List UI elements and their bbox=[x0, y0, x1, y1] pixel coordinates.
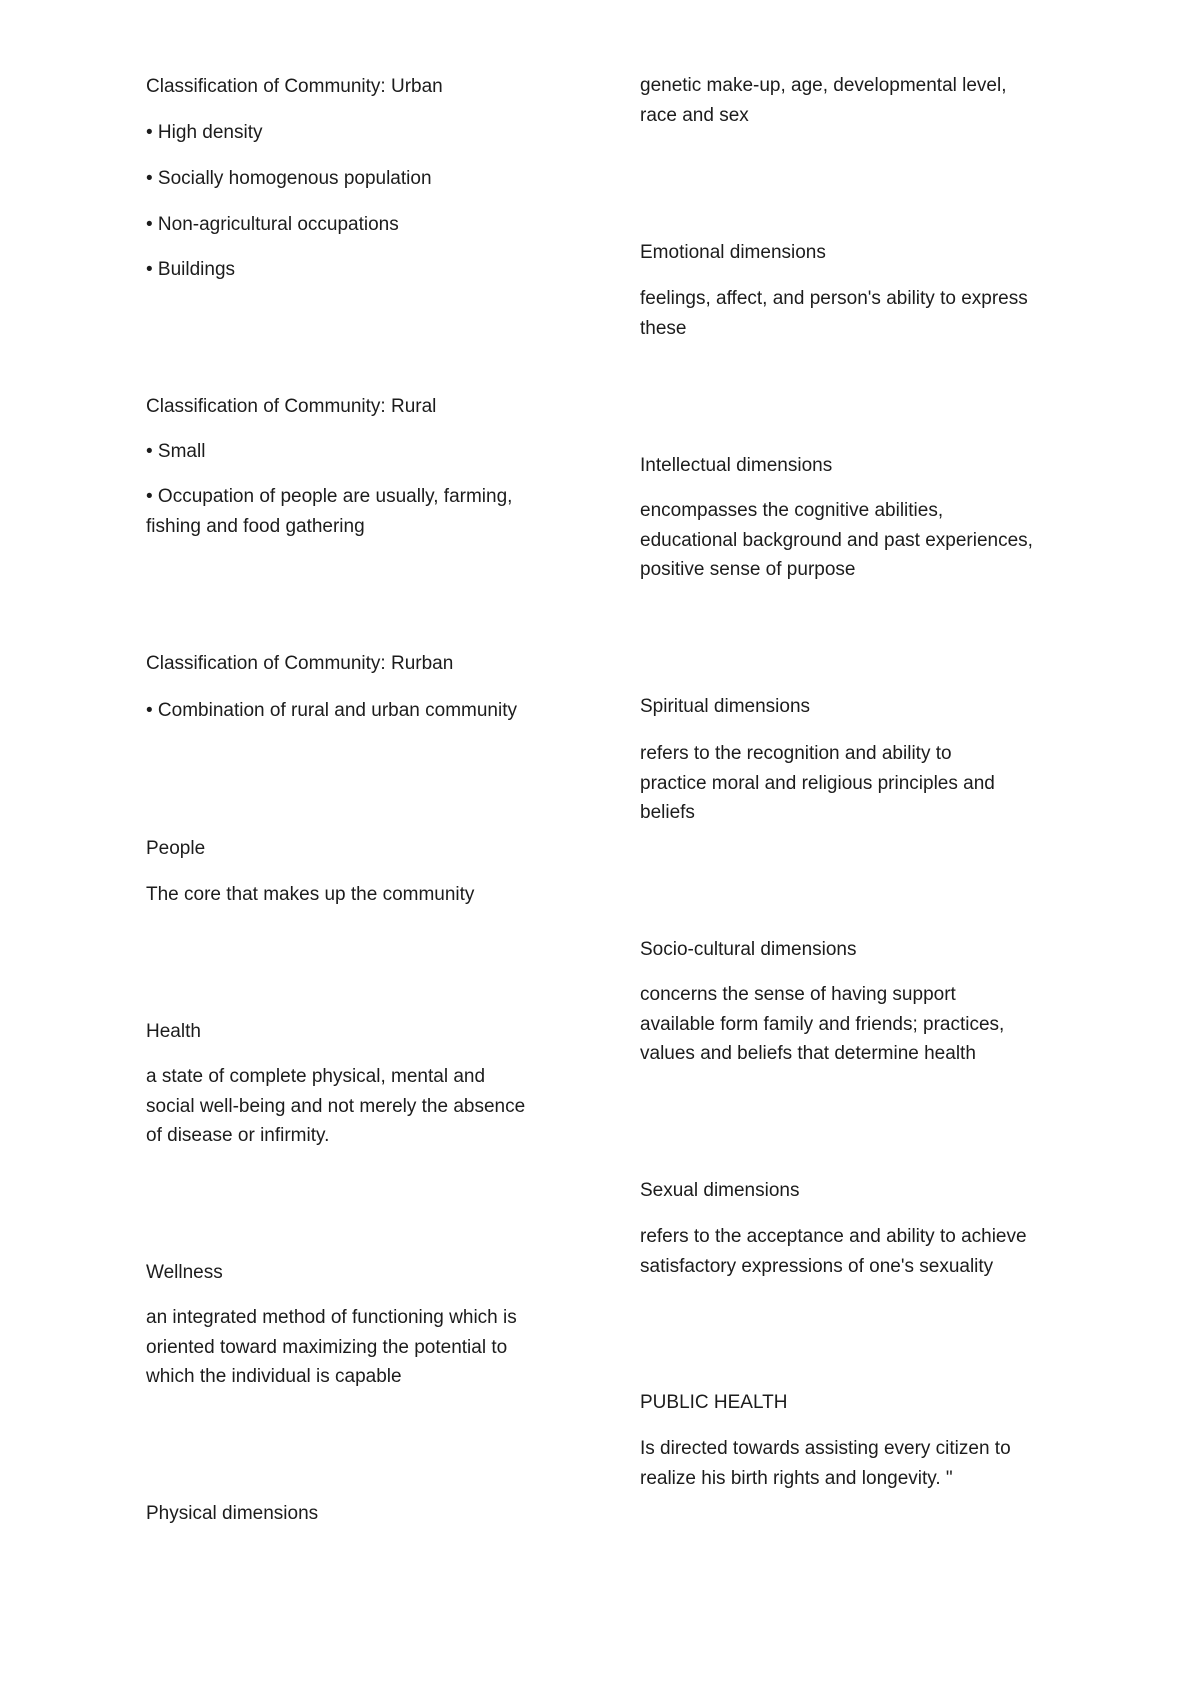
definition-health bbox=[146, 1062, 525, 1151]
definition-line: The core that makes up the community bbox=[146, 884, 475, 905]
definition-line: Is directed towards assisting every citizen to bbox=[640, 1438, 1011, 1459]
definition-line: of disease or infirmity. bbox=[146, 1125, 330, 1146]
bullet-item bbox=[146, 210, 399, 240]
term-text: Emotional dimensions bbox=[640, 242, 826, 263]
bullet-text: • High density bbox=[146, 122, 263, 143]
definition-spiritual bbox=[640, 739, 995, 828]
term-text: Wellness bbox=[146, 1262, 223, 1283]
definition-line: educational background and past experiences, bbox=[640, 529, 1033, 551]
term-text: Health bbox=[146, 1021, 201, 1042]
term-emotional bbox=[640, 238, 826, 268]
definition-public-health bbox=[640, 1434, 1011, 1493]
definition-line: beliefs bbox=[640, 802, 695, 823]
bullet-item bbox=[146, 437, 205, 467]
term-sexual bbox=[640, 1176, 799, 1206]
definition-line: social well-being and not merely the absence bbox=[146, 1095, 526, 1117]
bullet-item bbox=[146, 696, 517, 726]
definition-people bbox=[146, 880, 474, 910]
definition-line: refers to the acceptance and ability to achieve bbox=[640, 1226, 1027, 1247]
definition-line: feelings, affect, and person's ability to express bbox=[640, 288, 1028, 309]
definition-physical bbox=[640, 71, 1007, 130]
definition-emotional bbox=[640, 284, 1028, 343]
term-physical bbox=[146, 1499, 318, 1529]
heading-text: Classification of Community: Urban bbox=[146, 76, 443, 97]
definition-line: an integrated method of functioning which is bbox=[146, 1307, 517, 1328]
definition-line: genetic make-up, age, developmental level, bbox=[640, 75, 1007, 96]
term-public-health bbox=[640, 1388, 787, 1418]
heading-rurban bbox=[146, 649, 453, 679]
bullet-item bbox=[146, 482, 512, 541]
term-wellness bbox=[146, 1258, 223, 1288]
bullet-item bbox=[146, 255, 235, 285]
definition-line: realize his birth rights and longevity. " bbox=[640, 1467, 953, 1489]
term-text: People bbox=[146, 838, 206, 859]
definition-line: race and sex bbox=[640, 104, 749, 126]
bullet-item bbox=[146, 164, 432, 194]
definition-line: encompasses the cognitive abilities, bbox=[640, 500, 944, 521]
definition-sexual bbox=[640, 1222, 1027, 1281]
definition-line: which the individual is capable bbox=[146, 1366, 402, 1387]
bullet-text: fishing and food gathering bbox=[146, 515, 365, 537]
definition-line: concerns the sense of having support bbox=[640, 984, 956, 1005]
definition-line: satisfactory expressions of one's sexuality bbox=[640, 1255, 994, 1277]
definition-line: these bbox=[640, 317, 687, 339]
bullet-text: • Buildings bbox=[146, 259, 236, 280]
heading-urban bbox=[146, 72, 443, 102]
term-socio-cultural bbox=[640, 935, 857, 965]
term-intellectual bbox=[640, 451, 832, 481]
term-health bbox=[146, 1017, 201, 1047]
bullet-item bbox=[146, 118, 263, 148]
definition-line: available form family and friends; practices, bbox=[640, 1013, 1005, 1035]
term-text: Physical dimensions bbox=[146, 1503, 319, 1524]
definition-line: values and beliefs that determine health bbox=[640, 1043, 976, 1064]
term-text: Intellectual dimensions bbox=[640, 455, 833, 476]
term-spiritual bbox=[640, 692, 810, 722]
term-people bbox=[146, 834, 205, 864]
definition-socio-cultural bbox=[640, 980, 1004, 1069]
definition-intellectual bbox=[640, 496, 1033, 585]
definition-line: refers to the recognition and ability to bbox=[640, 743, 952, 764]
definition-line: a state of complete physical, mental and bbox=[146, 1066, 486, 1087]
term-text: Spiritual dimensions bbox=[640, 696, 811, 717]
bullet-text: • Non-agricultural occupations bbox=[146, 214, 399, 235]
heading-rural bbox=[146, 392, 436, 422]
heading-text: Classification of Community: Rurban bbox=[146, 653, 454, 674]
term-text: Socio-cultural dimensions bbox=[640, 939, 857, 960]
bullet-text: • Occupation of people are usually, farming, bbox=[146, 486, 513, 507]
term-text: PUBLIC HEALTH bbox=[640, 1392, 788, 1413]
bullet-text: • Socially homogenous population bbox=[146, 168, 432, 189]
definition-line: positive sense of purpose bbox=[640, 559, 856, 580]
definition-line: practice moral and religious principles and bbox=[640, 772, 995, 794]
definition-line: oriented toward maximizing the potential to bbox=[146, 1336, 508, 1358]
term-text: Sexual dimensions bbox=[640, 1180, 800, 1201]
bullet-text: • Combination of rural and urban community bbox=[146, 700, 518, 721]
heading-text: Classification of Community: Rural bbox=[146, 396, 437, 417]
definition-wellness bbox=[146, 1303, 517, 1392]
bullet-text: • Small bbox=[146, 441, 206, 462]
